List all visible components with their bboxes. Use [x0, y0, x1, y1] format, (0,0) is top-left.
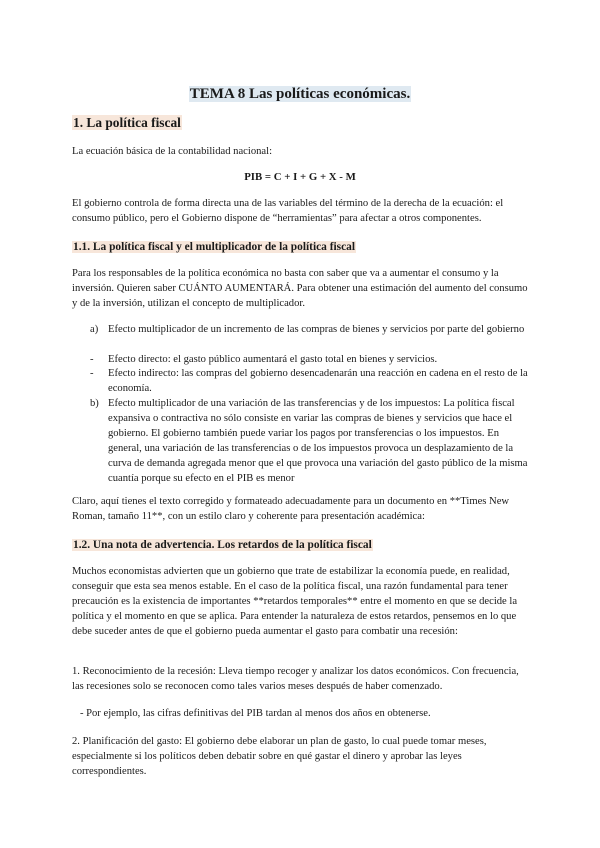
paragraph-warning: Muchos economistas advierten que un gobierno que trate de estabilizar la economía puede, en realidad, conseguir que esta sea menos estable. En el caso de la política fiscal, una razón fundamental para tener precaución es la existencia de importantes **retardos temporales** entre el momento en que se decide la política y el momento en que se aplica. Para entender la naturaleza de estos retardos, pensemos en lo que debe suceder antes de que el gobierno pueda aumentar el gasto para combatir una recesión: [72, 566, 518, 637]
section-heading-1: 1. La política fiscal [73, 115, 181, 130]
list-item: b) Efecto multiplicador de una variación de las transferencias y de los impuestos: La política fiscal expansiva o contractiva no sólo consiste en variar las compras de bienes y servicios que hace el gobierno. El gobierno también puede variar los pagos por transferencias o los impuestos. En general, una variación de las transferencias o de los impuestos provoca un desplazamiento de la curva de demanda agregada menor que el que provoca una variación del gasto público de la misma cuantía porque su efecto en el PIB es menor [90, 398, 528, 484]
section-heading-1-1: 1.1. La política fiscal y el multiplicador de la política fiscal [73, 241, 356, 253]
paragraph-government: El gobierno controla de forma directa una de las variables del término de la derecha de la ecuación: el consumo público, pero el Gobierno dispone de “herramientas” para afectar a otros componentes. [72, 198, 504, 224]
paragraph-note: Claro, aquí tienes el texto corregido y formateado adecuadamente para un documento en **Times New Roman, tamaño 11**, con un estilo claro y coherente para presentación académica: [72, 496, 510, 522]
paragraph-intro: La ecuación básica de la contabilidad nacional: [72, 146, 273, 157]
paragraph-recognition: 1. Reconocimiento de la recesión: Lleva tiempo recoger y analizar los datos económicos. Con frecuencia, las recesiones solo se reconocen como tales varios meses después de haber comenzado. [72, 666, 519, 692]
list-item: - Efecto directo: el gasto público aumentará el gasto total en bienes y servicios. [90, 354, 438, 365]
list-item: a) Efecto multiplicador de un incremento de las compras de bienes y servicios por parte del gobierno [90, 324, 525, 335]
section-heading-1-2: 1.2. Una nota de advertencia. Los retardos de la política fiscal [73, 539, 372, 551]
equation: PIB = C + I + G + X - M [244, 171, 356, 183]
paragraph-example: - Por ejemplo, las cifras definitivas del PIB tardan al menos dos años en obtenerse. [72, 708, 431, 719]
page-title: TEMA 8 Las políticas económicas. [189, 86, 411, 102]
paragraph-planning: 2. Planificación del gasto: El gobierno debe elaborar un plan de gasto, lo cual puede tomar meses, especialmente si los políticos deben debatir sobre en qué gastar el dinero y aprobar las leyes correspondientes. [72, 736, 487, 777]
list-item: - Efecto indirecto: las compras del gobierno desencadenarán una reacción en cadena en el resto de la economía. [90, 368, 528, 394]
paragraph-multiplier: Para los responsables de la política económica no basta con saber que va a aumentar el consumo y la inversión. Quieren saber CUÁNTO AUMENTARÁ. Para obtener una estimación del aumento del consumo y de la inversión, utilizan el concepto de multiplicador. [72, 268, 528, 309]
